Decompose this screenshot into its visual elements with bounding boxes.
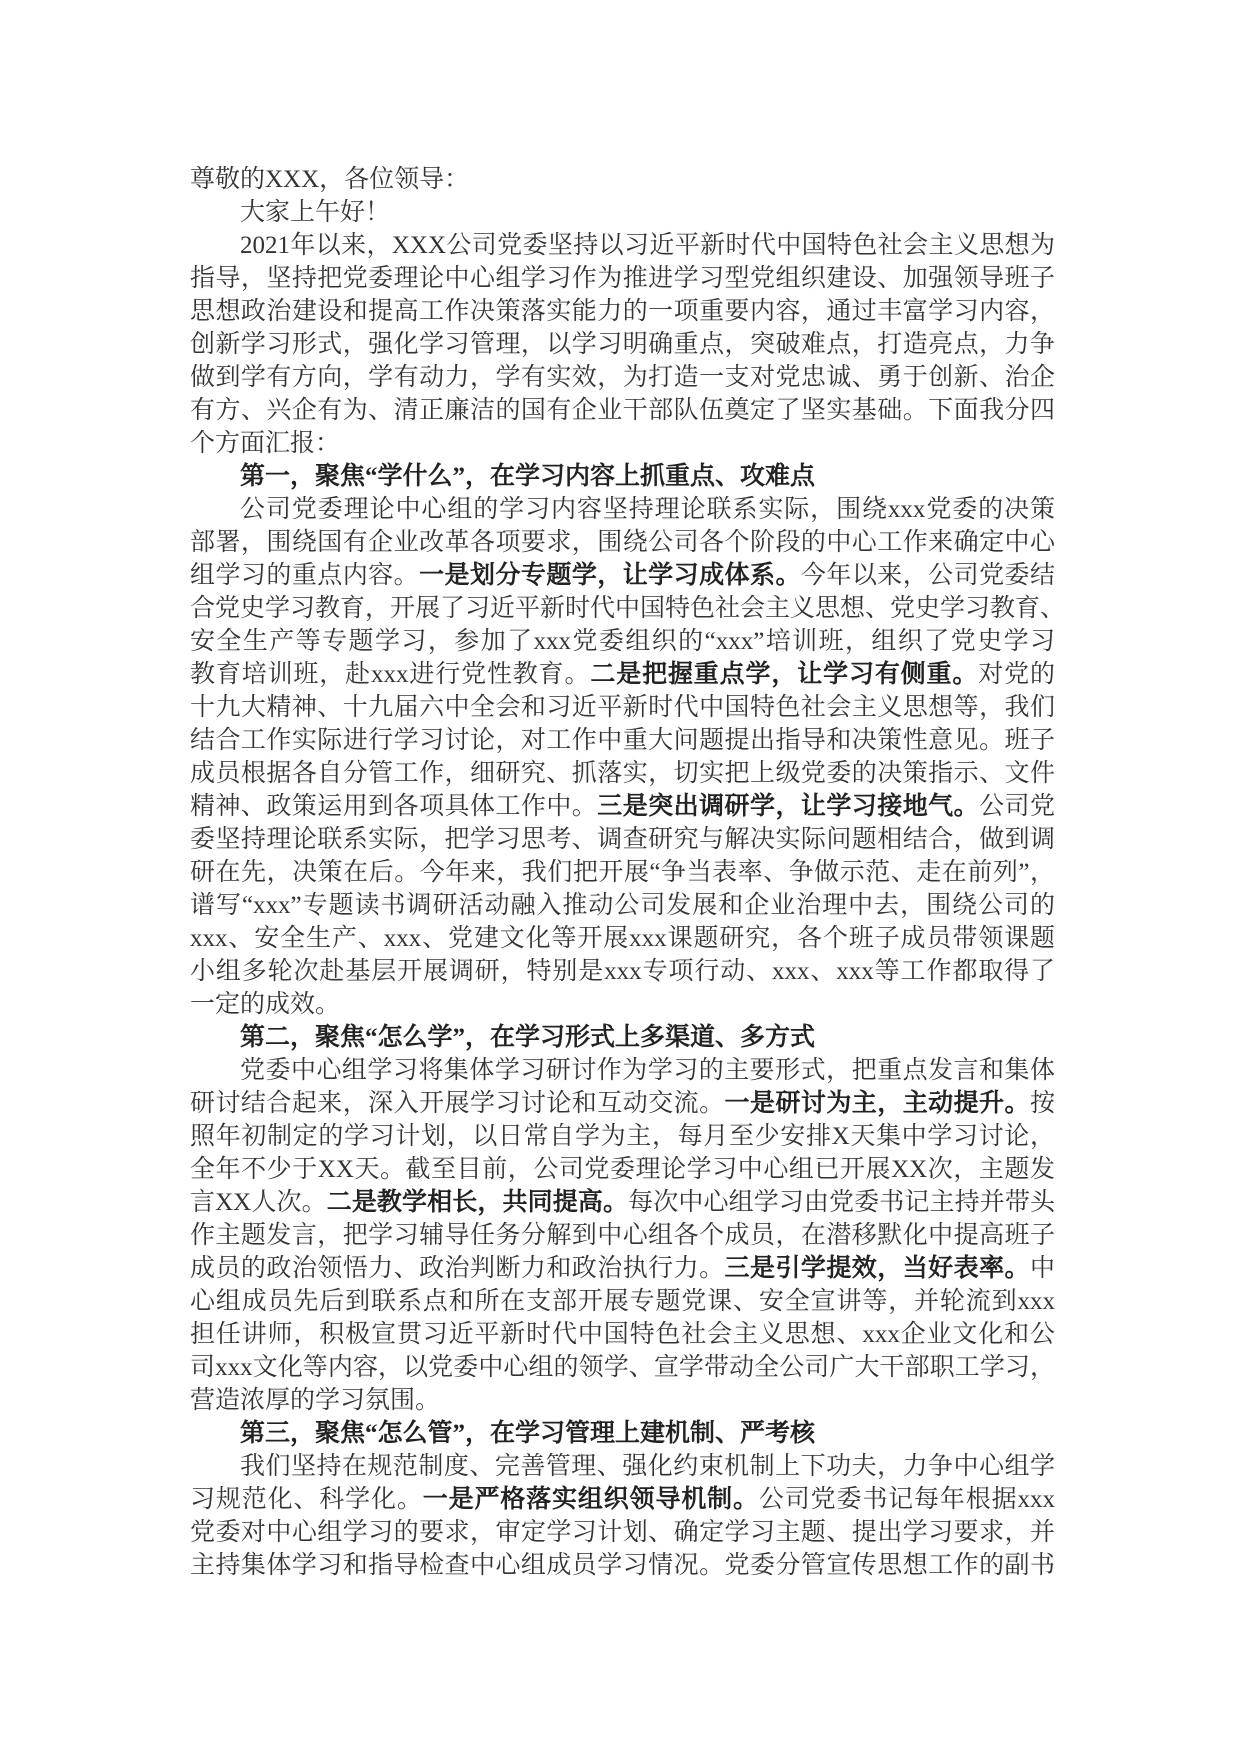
text-line	[190, 1318, 1055, 1351]
text-run: 大家上午好！	[240, 199, 391, 226]
text-line	[190, 1450, 1055, 1483]
text-run: 第二，聚焦“怎么学”，在学习形式上多渠道、多方式	[240, 1024, 816, 1051]
body-paragraph	[190, 1450, 1055, 1582]
text-line	[190, 592, 1066, 625]
text-line	[190, 493, 1055, 526]
section-heading	[190, 1417, 1055, 1450]
text-run: 每次中心组学习由党委书记主持并带头	[628, 1189, 1055, 1216]
text-line	[190, 1351, 1055, 1384]
section-heading	[190, 460, 1055, 493]
text-run: 公司党委书记每年根据xxx	[758, 1486, 1055, 1513]
text-line	[190, 955, 1055, 988]
text-run: 2021年以来，XXX公司党委坚持以习近平新时代中国特色社会主义思想为	[240, 232, 1055, 259]
text-run: 司xxx文化等内容，以党委中心组的领学、宣学带动全公司广大干部职工学习，	[190, 1354, 1055, 1381]
text-run: 对党的	[978, 661, 1055, 688]
text-run: 公司党	[979, 793, 1055, 820]
emphasis-run: 三是突出调研学，让学习接地气。	[597, 793, 980, 820]
text-run: 结合工作实际进行学习讨论，对工作中重大问题提出指导和决策性意见。班子	[190, 727, 1055, 754]
text-line	[190, 1087, 1055, 1120]
emphasis-run: 一是严格落实组织领导机制。	[422, 1486, 759, 1513]
text-line	[190, 427, 1055, 460]
text-run: 主持集体学习和指导检查中心组成员学习情况。党委分管宣传思想工作的副书	[190, 1552, 1055, 1579]
text-line	[190, 1153, 1055, 1186]
text-line	[190, 724, 1055, 757]
body-paragraph	[190, 1054, 1055, 1417]
text-line	[190, 460, 1055, 493]
text-run: 今年以来，公司党委结	[800, 562, 1055, 589]
text-run: 按	[1029, 1090, 1055, 1117]
text-run: 做到学有方向，学有动力，学有实效，为打造一支对党忠诚、勇于创新、治企	[190, 364, 1055, 391]
text-line	[190, 856, 1055, 889]
text-run: 研讨结合起来，深入开展学习讨论和互动交流。	[190, 1090, 725, 1117]
text-line	[190, 394, 1055, 427]
text-line	[190, 559, 1055, 592]
text-line	[190, 361, 1055, 394]
document-page	[190, 163, 1066, 1582]
text-run: 尊敬的XXX，各位领导：	[190, 166, 470, 193]
text-line	[190, 1219, 1055, 1252]
text-run: 照年初制定的学习计划，以日常自学为主，每月至少安排X天集中学习讨论，	[190, 1123, 1055, 1150]
text-line	[190, 1021, 1055, 1054]
text-line	[190, 1384, 1055, 1417]
text-run: 担任讲师，积极宣贯习近平新时代中国特色社会主义思想、xxx企业文化和公	[190, 1321, 1055, 1348]
emphasis-run: 三是引学提效，当好表率。	[724, 1255, 1030, 1282]
text-run: 有方、兴企有为、清正廉洁的国有企业干部队伍奠定了坚实基础。下面我分四	[190, 397, 1055, 424]
text-run: 组学习的重点内容。	[190, 562, 420, 589]
text-run: 教育培训班，赴xxx进行党性教育。	[190, 661, 591, 688]
text-line	[190, 526, 1055, 559]
text-run: 全年不少于XX天。截至目前，公司党委理论学习中心组已开展XX次，主题发	[190, 1156, 1055, 1183]
text-line	[190, 988, 1055, 1021]
text-line	[190, 163, 1055, 196]
text-run: 公司党委理论中心组的学习内容坚持理论联系实际，围绕xxx党委的决策	[240, 496, 1055, 523]
text-run: 成员的政治领悟力、政治判断力和政治执行力。	[190, 1255, 725, 1282]
body-paragraph	[190, 493, 1066, 1021]
text-run: 营造浓厚的学习氛围。	[190, 1387, 441, 1414]
text-run: 部署，围绕国有企业改革各项要求，围绕公司各个阶段的中心工作来确定中心	[190, 529, 1055, 556]
text-line	[190, 1252, 1055, 1285]
text-run: 第三，聚焦“怎么管”，在学习管理上建机制、严考核	[240, 1420, 816, 1447]
text-line	[190, 823, 1055, 856]
text-line	[190, 889, 1055, 922]
text-line	[190, 1186, 1055, 1219]
text-line	[190, 328, 1055, 361]
text-run: 党委中心组学习将集体学习研讨作为学习的主要形式，把重点发言和集体	[240, 1057, 1055, 1084]
section-heading	[190, 1021, 1055, 1054]
text-run: 委坚持理论联系实际，把学习思考、调查研究与解决实际问题相结合，做到调	[190, 826, 1055, 853]
salutation	[190, 163, 1055, 196]
text-line	[190, 691, 1055, 724]
text-run: 个方面汇报：	[190, 430, 341, 457]
text-run: 小组多轮次赴基层开展调研，特别是xxx专项行动、xxx、xxx等工作都取得了	[190, 958, 1055, 985]
text-run: 中	[1029, 1255, 1055, 1282]
text-line	[190, 295, 1055, 328]
body-paragraph	[190, 196, 1055, 229]
text-run: 思想政治建设和提高工作决策落实能力的一项重要内容，通过丰富学习内容，	[190, 298, 1055, 325]
text-run: 十九大精神、十九届六中全会和习近平新时代中国特色社会主义思想等，我们	[190, 694, 1055, 721]
text-run: 作主题发言，把学习辅导任务分解到中心组各个成员，在潜移默化中提高班子	[190, 1222, 1055, 1249]
text-line	[190, 1516, 1055, 1549]
body-paragraph	[190, 229, 1055, 460]
text-run: 研在先，决策在后。今年来，我们把开展“争当表率、争做示范、走在前列”，	[190, 859, 1055, 886]
text-line	[190, 790, 1055, 823]
text-run: 安全生产等专题学习，参加了xxx党委组织的“xxx”培训班，组织了党史学习	[190, 628, 1055, 655]
text-line	[190, 1120, 1055, 1153]
text-run: 谱写“xxx”专题读书调研活动融入推动公司发展和企业治理中去，围绕公司的	[190, 892, 1055, 919]
text-line	[190, 625, 1055, 658]
text-run: 言XX人次。	[190, 1189, 327, 1216]
text-line	[190, 196, 1055, 229]
text-line	[190, 229, 1055, 262]
text-line	[190, 1285, 1055, 1318]
text-run: 成员根据各自分管工作，细研究、抓落实，切实把上级党委的决策指示、文件	[190, 760, 1055, 787]
text-line	[190, 262, 1055, 295]
emphasis-run: 二是教学相长，共同提高。	[326, 1189, 629, 1216]
text-run: 党委对中心组学习的要求，审定学习计划、确定学习主题、提出学习要求，并	[190, 1519, 1055, 1546]
text-line	[190, 1417, 1055, 1450]
text-run: 习规范化、科学化。	[190, 1486, 423, 1513]
text-line	[190, 1549, 1055, 1582]
text-run: xxx、安全生产、xxx、党建文化等开展xxx课题研究，各个班子成员带领课题	[190, 925, 1055, 952]
text-run: 创新学习形式，强化学习管理，以学习明确重点，突破难点，打造亮点，力争	[190, 331, 1055, 358]
text-line	[190, 922, 1055, 955]
text-run: 心组成员先后到联系点和所在支部开展专题党课、安全宣讲等，并轮流到xxx	[190, 1288, 1055, 1315]
text-line	[190, 1483, 1055, 1516]
text-run: 我们坚持在规范制度、完善管理、强化约束机制上下功夫，力争中心组学	[240, 1453, 1055, 1480]
text-run: 一定的成效。	[190, 991, 341, 1018]
text-run: 合党史学习教育，开展了习近平新时代中国特色社会主义思想、党史学习教育、	[190, 595, 1066, 622]
text-run: 第一，聚焦“学什么”，在学习内容上抓重点、攻难点	[240, 463, 816, 490]
emphasis-run: 一是划分专题学，让学习成体系。	[419, 562, 801, 589]
text-line	[190, 658, 1055, 691]
emphasis-run: 一是研讨为主，主动提升。	[724, 1090, 1030, 1117]
text-line	[190, 757, 1055, 790]
text-run: 指导，坚持把党委理论中心组学习作为推进学习型党组织建设、加强领导班子	[190, 265, 1055, 292]
text-line	[190, 1054, 1055, 1087]
text-run: 精神、政策运用到各项具体工作中。	[190, 793, 598, 820]
emphasis-run: 二是把握重点学，让学习有侧重。	[590, 661, 979, 688]
